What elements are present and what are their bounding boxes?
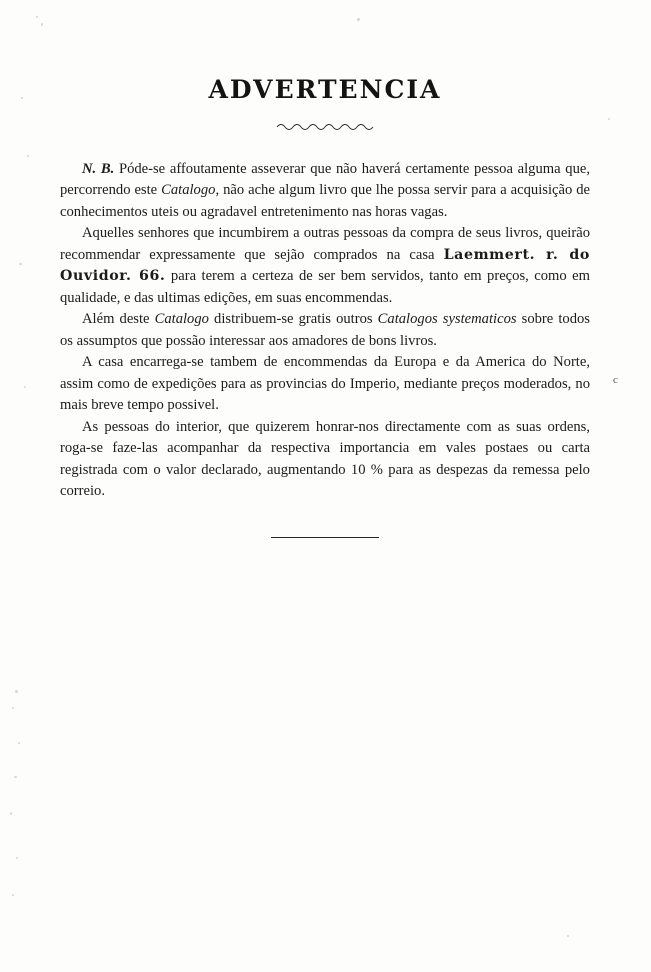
italic-catalogos-systematicos: Catalogos systematicos [377,311,517,328]
paper-speck [41,23,43,26]
paragraph-4: A casa encarrega-se tambem de encommendas da Europa e da America do Norte, assim como de expedições para as provincias do Imperio, mediante preços moderados, no mais breve tempo possivel. [60,354,590,414]
paper-speck [24,386,26,388]
firm-name: Laemmert. r. do Ouvidor. 66. [60,246,590,285]
marginal-note: c [613,374,618,386]
paper-speck [608,118,610,120]
paragraph-5: As pessoas do interior, que quizerem honrar-nos directamente com as suas ordens, roga-se faze-las acompanhar da respectiva importancia em vales postaes ou carta registrada com o valor declarado, augmentando 10 % para as despezas da remessa pelo correio. [60,418,590,500]
paper-speck [36,16,38,18]
paper-speck [14,776,17,778]
paper-speck [12,707,14,709]
paragraph-3: Além deste Catalogo distribuem-se gratis outros Catalogos systematicos sobre todos os assumptos que possão interessar aos amadores de bons livros. [60,311,590,349]
paper-speck [21,97,23,99]
paper-speck [15,690,18,693]
percentage-value: 10 % [350,461,383,478]
paper-speck [18,742,20,744]
paragraph-2: Aquelles senhores que incumbirem a outras pessoas da compra de seus livros, queirão recommendar expressamente que sejão comprados na casa Laemmert. r. do Ouvidor. 66. para terem a certeza de ser bem servidos, tanto em preços, como em qualidade, e das ultimas edições, em suas encommendas. [60,225,590,306]
paragraph-1: N. B. Póde-se affoutamente asseverar que não haverá certamente pessoa alguma que, percorrendo este Catalogo, não ache algum livro que lhe possa servir para a acquisição de conhecimentos uteis ou agradavel entretenimento nas horas vagas. [60,160,591,220]
italic-catalogo-2: Catalogo [154,311,209,328]
paper-speck [19,263,22,265]
paper-speck [16,857,18,859]
wavy-rule-ornament [275,121,375,131]
page-content [60,0,590,538]
page-title: ADVERTENCIA [208,75,442,104]
paper-speck [27,155,29,157]
paper-speck [12,894,14,896]
footer-rule [271,537,379,538]
paper-speck [10,812,12,815]
advertisement-body [60,159,590,503]
nb-label: N. B. [82,160,115,177]
italic-catalogo: Catalogo [161,182,216,199]
paper-speck [567,935,569,937]
